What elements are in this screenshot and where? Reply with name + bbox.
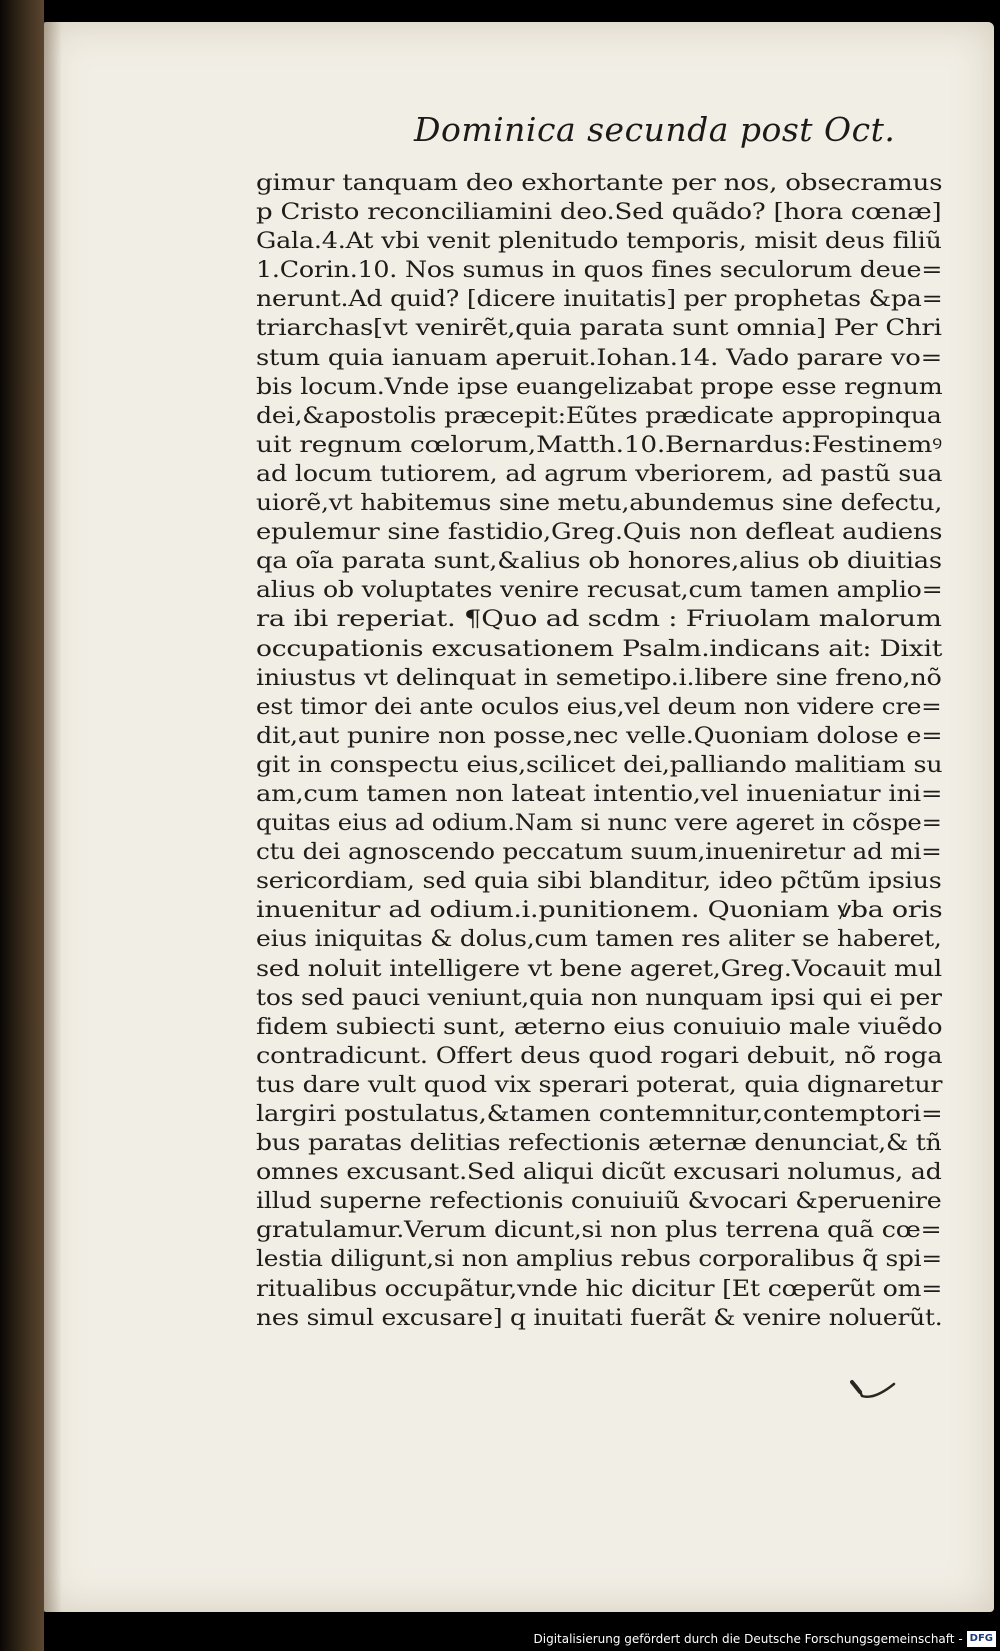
text-line: tos sed pauci veniunt,quia non nunquam ipsi qui ei per	[256, 984, 942, 1011]
text-line: largiri postulatus,&tamen contemnitur,contemptori=	[256, 1101, 943, 1127]
text-line: iniustus vt delinquat in semetipo.i.libere sine freno,nõ	[256, 664, 942, 691]
page-gutter-shadow	[44, 22, 62, 1612]
text-line: git in conspectu eius,scilicet dei,palliando malitiam su	[256, 751, 943, 778]
text-line: alius ob voluptates venire recusat,cum tamen amplio=	[256, 577, 943, 604]
text-line: dit,aut punire non posse,nec velle.Quoniam dolose e=	[256, 722, 943, 749]
text-line: lestia diligunt,si non amplius rebus corporalibus q̃ spi=	[256, 1246, 942, 1273]
text-line: bis locum.Vnde ipse euangelizabat prope esse regnum	[256, 373, 943, 400]
text-line: sed noluit intelligere vt bene ageret,Greg.Vocauit mul	[256, 955, 942, 982]
text-line: contradicunt. Offert deus quod rogari debuit, nõ roga	[256, 1042, 943, 1069]
text-line: eius iniquitas & dolus,cum tamen res aliter se haberet,	[256, 926, 942, 953]
text-line: stum quia ianuam aperuit.Iohan.14. Vado parare vo=	[256, 344, 943, 371]
text-line: gimur tanquam deo exhortante per nos, obsecramus	[256, 170, 943, 196]
text-line: epulemur sine fastidio,Greg.Quis non defleat audiens	[256, 519, 943, 546]
book-spine-edge	[0, 0, 44, 1651]
text-line: ctu dei agnoscendo peccatum suum,inueniretur ad mi=	[256, 839, 942, 866]
footer-credit-text: Digitalisierung gefördert durch die Deutsche Forschungsgemeinschaft -	[533, 1632, 963, 1646]
text-line: fidem subiecti sunt, æterno eius conuiuio male viuẽdo	[256, 1013, 943, 1040]
text-line: ritualibus occupãtur,vnde hic dicitur [Et cœperũt om=	[256, 1275, 943, 1302]
text-line: ad locum tutiorem, ad agrum vberiorem, ad pastũ sua	[256, 460, 943, 487]
text-line: occupationis excusationem Psalm.indicans ait: Dixit	[256, 635, 943, 662]
text-line: inuenitur ad odium.i.punitionem. Quoniam ꝟba oris	[256, 897, 943, 924]
text-line: uiorẽ,vt habitemus sine metu,abundemus sine defectu,	[256, 490, 943, 517]
text-line: sericordiam, sed quia sibi blanditur, ideo pc̃tũm ipsius	[256, 868, 942, 895]
text-line: dei,&apostolis præcepit:Eũtes prædicate appropinqua	[256, 402, 942, 429]
text-line: quitas eius ad odium.Nam si nunc vere ageret in cõspe=	[256, 810, 942, 837]
text-line: triarchas[vt venirẽt,quia parata sunt omnia] Per Chri	[256, 315, 942, 342]
text-line: nerunt.Ad quid? [dicere inuitatis] per prophetas &pa=	[256, 286, 943, 313]
text-line: gratulamur.Verum dicunt,si non plus terrena quã cœ=	[256, 1217, 942, 1244]
text-line: p Cristo reconciliamini deo.Sed quãdo? [hora cœnæ]	[256, 199, 942, 226]
text-line: am,cum tamen non lateat intentio,vel inueniatur ini=	[256, 780, 943, 807]
text-line: nes simul excusare] q inuitati fuerãt & venire noluerũt.	[256, 1304, 943, 1331]
digitization-footer	[534, 1629, 997, 1649]
text-line: qa oĩa parata sunt,&alius ob honores,alius ob diuitias	[256, 548, 942, 575]
text-line: est timor dei ante oculos eius,vel deum non videre cre=	[256, 693, 942, 720]
text-line: omnes excusant.Sed aliqui dicũt excusari nolumus, ad	[256, 1159, 942, 1186]
ink-flourish-mark	[850, 1378, 898, 1400]
text-line: Gala.4.At vbi venit plenitudo temporis, misit deus filiũ	[256, 228, 942, 255]
dfg-logo: DFG	[967, 1631, 996, 1647]
text-line: uit regnum cœlorum,Matth.10.Bernardus:Festinemꝰ	[256, 431, 942, 458]
body-text	[256, 169, 946, 1379]
text-line: ra ibi reperiat. ¶Quo ad scdm : Friuolam malorum	[256, 606, 942, 633]
text-line: 1.Corin.10. Nos sumus in quos fines seculorum deue=	[256, 257, 943, 284]
text-line: tus dare vult quod vix sperari poterat, quia dignaretur	[256, 1071, 943, 1098]
running-head: Dominica secunda post Oct.	[414, 110, 896, 149]
text-line: bus paratas delitias refectionis æternæ denunciat,& tñ	[256, 1130, 942, 1157]
text-line: illud superne refectionis conuiuiũ &vocari &peruenire	[256, 1188, 942, 1215]
